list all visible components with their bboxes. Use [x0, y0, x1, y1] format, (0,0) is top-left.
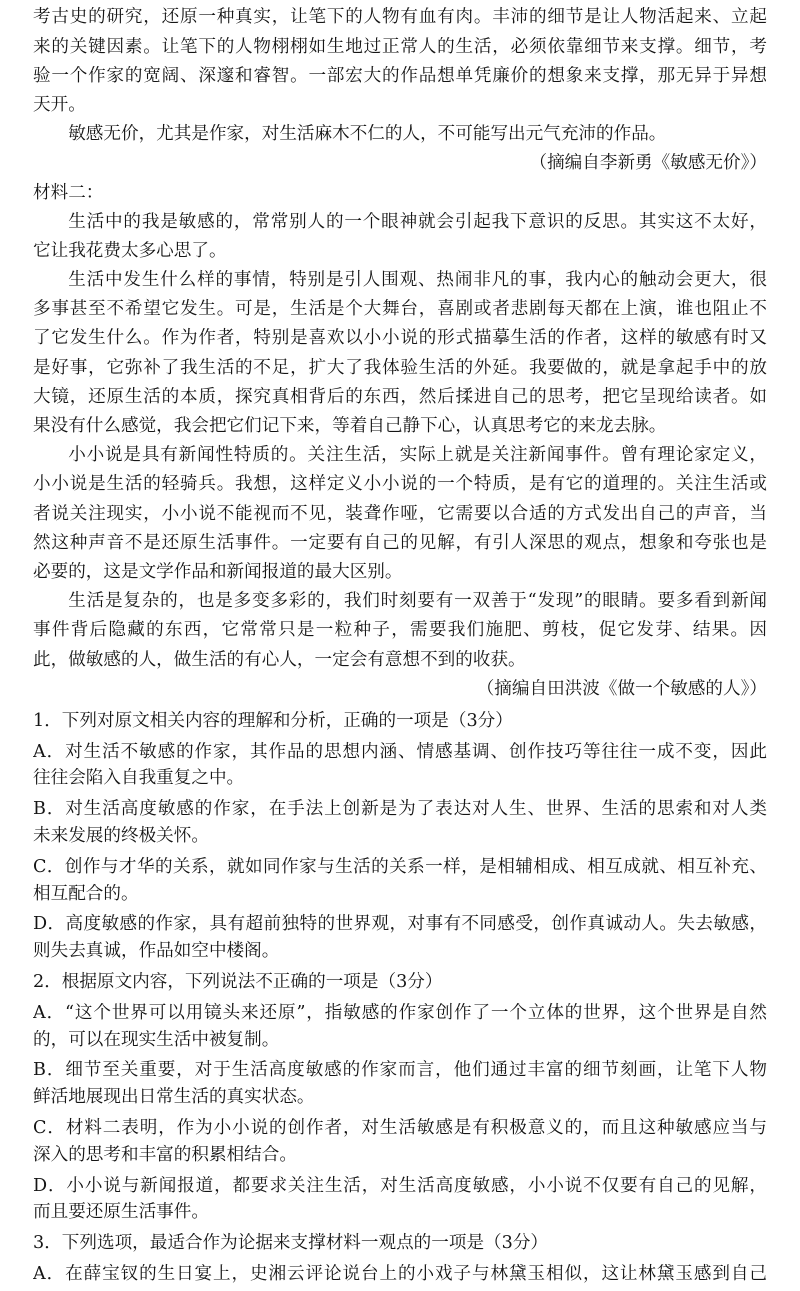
option-line: A．“这个世界可以用镜头来还原”，指敏感的作家创作了一个立体的世界，这个世界是自然 [33, 1002, 767, 1023]
option-line: C．材料二表明，作为小小说的创作者，对生活敏感是有积极意义的，而且这种敏感应当与 [33, 1118, 767, 1139]
option-line: 鲜活地展现出日常生活的真实状态。 [33, 1087, 315, 1108]
option-line: 深入的思考和丰富的积累相结合。 [33, 1144, 297, 1165]
text-line: 验一个作家的宽阔、深邃和睿智。一部宏大的作品想单凭廉价的想象来支撑，那无异于异想 [33, 65, 767, 86]
question-stem: 1．下列对原文相关内容的理解和分析，正确的一项是（3分） [33, 710, 513, 731]
text-line: 天开。 [33, 94, 86, 115]
paragraph [33, 3, 767, 120]
answer-option [33, 1173, 767, 1227]
paragraph [33, 266, 767, 441]
answer-option [33, 854, 767, 908]
option-line: D．高度敏感的作家，具有超前独特的世界观，对事有不同感受，创作真诚动人。失去敏感， [33, 914, 767, 935]
question [33, 708, 767, 965]
text-line: 必要的，这是文学作品和新闻报道的最大区别。 [33, 561, 403, 582]
paragraph [33, 441, 767, 587]
source-citation: （摘编自田洪波《做一个敏感的人》） [476, 678, 767, 699]
text-line: 果没有什么感觉，我会把它们记下来，等着自己静下心，认真思考它的来龙去脉。 [33, 416, 667, 437]
paragraph [33, 587, 767, 675]
text-line: 多事甚至不希望它发生。可是，生活是个大舞台，喜剧或者悲剧每天都在上演，谁也阻止不 [33, 299, 767, 320]
text-line: 此，做敏感的人，做生活的有心人，一定会有意想不到的收获。 [33, 649, 526, 670]
source-citation: （摘编自李新勇《敏感无价》） [529, 153, 767, 174]
reading-passage [33, 3, 767, 704]
text-line: 了它发生什么。作为作者，特别是喜欢以小小说的形式描摹生活的作者，这样的敏感有时又 [33, 328, 767, 349]
option-line: A．在薛宝钗的生日宴上，史湘云评论说台上的小戏子与林黛玉相似，这让林黛玉感到自己 [33, 1264, 767, 1285]
text-line: 大镜，还原生活的本质，探究真相背后的东西，然后揉进自己的思考，把它呈现给读者。如 [33, 386, 767, 407]
option-line: A．对生活不敏感的作家，其作品的思想内涵、情感基调、创作技巧等往往一成不变，因此 [33, 741, 767, 762]
answer-option [33, 1261, 767, 1288]
answer-option [33, 1057, 767, 1111]
option-line: 相互配合的。 [33, 883, 139, 904]
paragraph [33, 208, 767, 266]
answer-option [33, 911, 767, 965]
material-heading: 材料二： [33, 182, 104, 203]
text-line: 敏感无价，尤其是作家，对生活麻木不仁的人，不可能写出元气充沛的作品。 [68, 124, 667, 145]
text-line: 它让我花费太多心思了。 [33, 240, 227, 261]
text-line: 生活中的我是敏感的，常常别人的一个眼神就会引起我下意识的反思。其实这不太好， [68, 211, 767, 232]
option-line: 往往会陷入自我重复之中。 [33, 768, 245, 789]
option-line: 的，可以在现实生活中被复制。 [33, 1029, 280, 1050]
answer-option [33, 1000, 767, 1054]
question-stem: 3．下列选项，最适合作为论据来支撑材料一观点的一项是（3分） [33, 1233, 549, 1254]
option-line: 未来发展的终极关怀。 [33, 826, 209, 847]
option-line: B．细节至关重要，对于生活高度敏感的作家而言，他们通过丰富的细节刻画，让笔下人物 [33, 1060, 767, 1081]
text-line: 来的关键因素。让笔下的人物栩栩如生地过正常人的生活，必须依靠细节来支撑。细节，考 [33, 36, 767, 57]
text-line: 生活中发生什么样的事情，特别是引人围观、热闹非凡的事，我内心的触动会更大，很 [68, 270, 767, 291]
text-line: 事件背后隐藏的东西，它常常只是一粒种子，需要我们施肥、剪枝，促它发芽、结果。因 [33, 620, 767, 641]
material-one-excerpt [33, 3, 767, 178]
option-line: 而且要还原生活事件。 [33, 1202, 209, 1223]
text-line: 然这种声音不是还原生活事件。一定要有自己的见解，有引人深思的观点，想象和夸张也是 [33, 532, 767, 553]
paragraph [33, 120, 767, 149]
text-line: 是好事，它弥补了我生活的不足，扩大了我体验生活的外延。我要做的，就是拿起手中的放 [33, 357, 767, 378]
text-line: 者说关注现实，小小说不能视而不见，装聋作哑，它需要以合适的方式发出自己的声音，当 [33, 503, 767, 524]
question-section [33, 708, 767, 1288]
answer-option [33, 1115, 767, 1169]
text-line: 考古史的研究，还原一种真实，让笔下的人物有血有肉。丰沛的细节是让人物活起来、立起 [33, 7, 767, 28]
question-stem: 2．根据原文内容，下列说法不正确的一项是（3分） [33, 972, 443, 993]
question [33, 1230, 767, 1288]
option-line: C．创作与才华的关系，就如同作家与生活的关系一样，是相辅相成、相互成就、相互补充、 [33, 856, 767, 877]
text-line: 生活是复杂的，也是多变多彩的，我们时刻要有一双善于“发现”的眼睛。要多看到新闻 [68, 591, 767, 612]
material-two [33, 179, 767, 704]
question [33, 969, 767, 1226]
option-line: D．小小说与新闻报道，都要求关注生活，对生活高度敏感，小小说不仅要有自己的见解， [33, 1175, 767, 1196]
option-line: 则失去真诚，作品如空中楼阁。 [33, 941, 280, 962]
answer-option [33, 796, 767, 850]
option-line: B．对生活高度敏感的作家，在手法上创新是为了表达对人生、世界、生活的思索和对人类 [33, 799, 767, 820]
text-line: 小小说是生活的轻骑兵。我想，这样定义小小说的一个特质，是有它的道理的。关注生活或 [33, 474, 767, 495]
text-line: 小小说是具有新闻性特质的。关注生活，实际上就是关注新闻事件。曾有理论家定义， [68, 445, 767, 466]
answer-option [33, 739, 767, 793]
